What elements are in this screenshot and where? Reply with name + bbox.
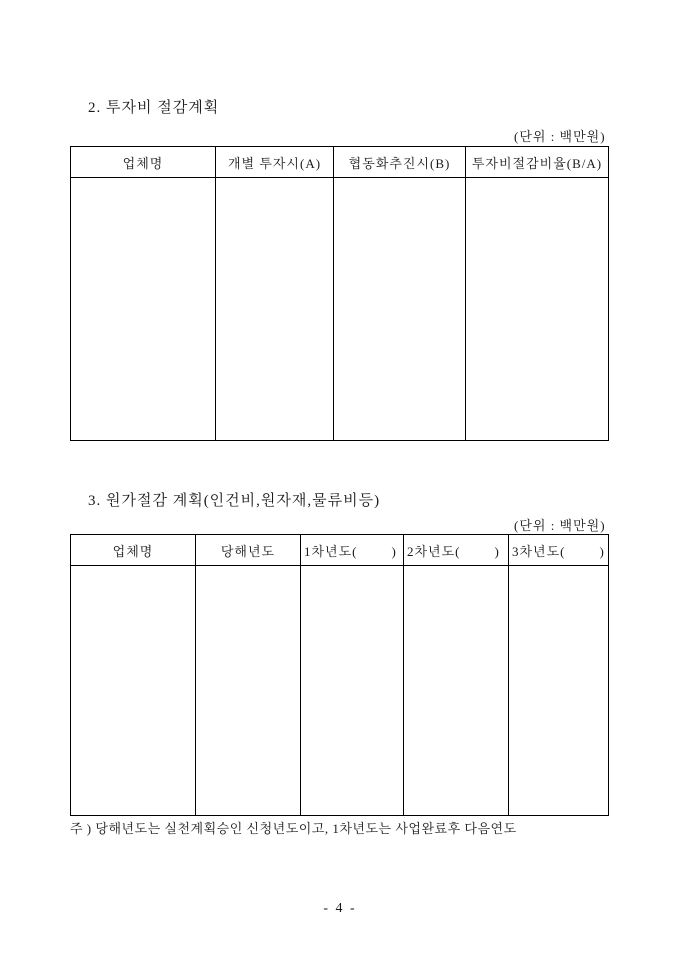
investment-savings-table	[70, 146, 609, 441]
table-cell-empty	[71, 566, 196, 816]
section3-unit-label: (단위 : 백만원)	[514, 518, 606, 533]
header-cooperative-promotion: 협동화추진시(B)	[334, 147, 466, 178]
section3-title: 3. 원가절감 계획(인건비,원자재,물류비등)	[88, 493, 381, 509]
table-cell-empty	[334, 178, 466, 441]
header-current-year: 당해년도	[196, 535, 301, 566]
table-cell-empty	[404, 566, 509, 816]
table-body-row	[71, 566, 609, 816]
table-cell-empty	[71, 178, 216, 441]
section2-unit-label: (단위 : 백만원)	[514, 129, 606, 144]
header-savings-ratio: 투자비절감비율(B/A)	[466, 147, 609, 178]
header-individual-investment: 개별 투자시(A)	[216, 147, 334, 178]
header-company-name: 업체명	[71, 147, 216, 178]
table-cell-empty	[196, 566, 301, 816]
table-cell-empty	[466, 178, 609, 441]
header-year1: 1차년도( )	[301, 535, 404, 566]
cost-reduction-table	[70, 534, 609, 816]
table-cell-empty	[301, 566, 404, 816]
footnote: 주 ) 당해년도는 실천계획승인 신청년도이고, 1차년도는 사업완료후 다음연도	[70, 821, 517, 836]
section2-title: 2. 투자비 절감계획	[88, 100, 220, 116]
header-year2: 2차년도( )	[404, 535, 509, 566]
header-year3: 3차년도( )	[509, 535, 609, 566]
table-header-row	[71, 535, 609, 566]
table-header-row	[71, 147, 609, 178]
header-company-name: 업체명	[71, 535, 196, 566]
table-body-row	[71, 178, 609, 441]
page-number: - 4 -	[323, 901, 357, 916]
table-cell-empty	[216, 178, 334, 441]
table-cell-empty	[509, 566, 609, 816]
